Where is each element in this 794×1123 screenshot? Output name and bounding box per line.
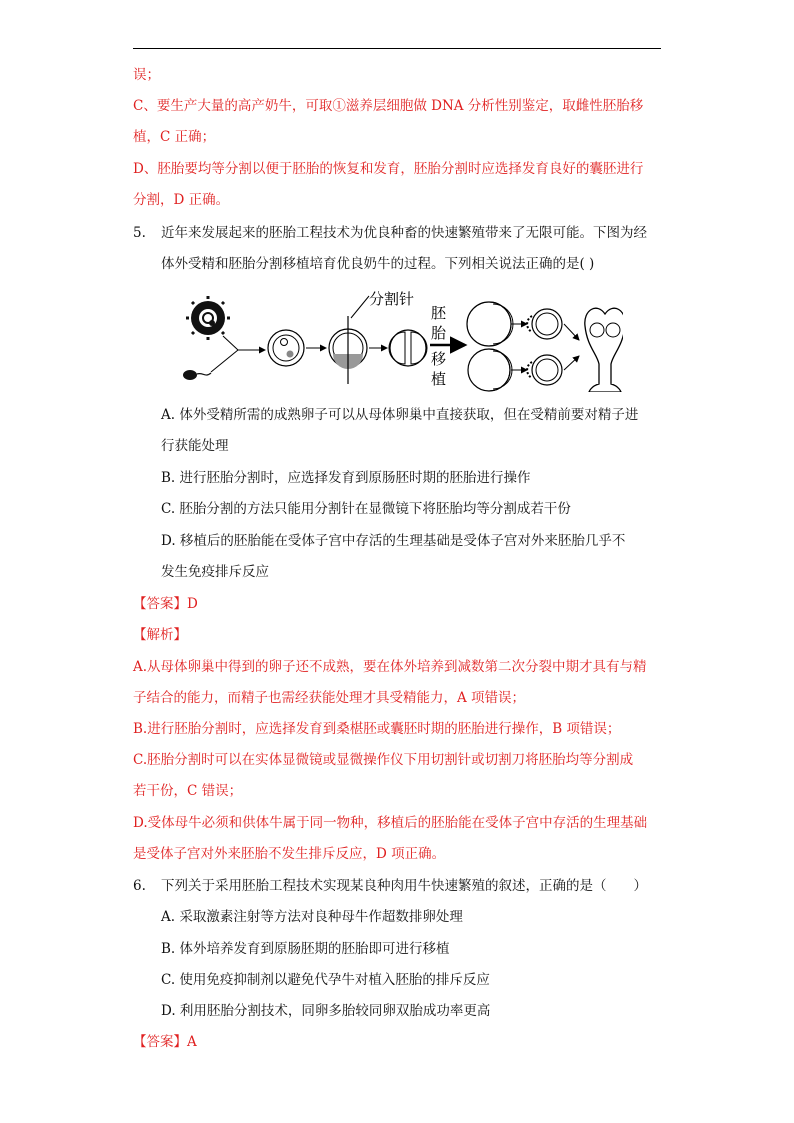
text-line: C、要生产大量的高产奶牛，可取①滋养层细胞做 DNA 分析性别鉴定，取雌性胚胎移 bbox=[133, 98, 644, 114]
analysis-line: 是受体子宫对外来胚胎不发生排斥反应，D 项正确。 bbox=[133, 846, 446, 862]
analysis-line: C.胚胎分割时可以在实体显微镜或显微操作仪下用切割针或切割刀将胚胎均等分割成 bbox=[133, 752, 634, 768]
analysis-line: 子结合的能力，而精子也需经获能处理才具受精能力，A 项错误； bbox=[133, 690, 526, 706]
question-number: 5. bbox=[133, 225, 146, 241]
question-stem: 近年来发展起来的胚胎工程技术为优良种畜的快速繁殖带来了无限可能。下图为经 bbox=[161, 225, 647, 241]
transfer-label-2: 胎 bbox=[431, 324, 447, 342]
answer-value: A bbox=[187, 1034, 197, 1050]
transfer-label-4: 植 bbox=[431, 370, 447, 388]
blastocyst-icon bbox=[329, 316, 367, 384]
option-d-cont: 发生免疫排斥反应 bbox=[161, 564, 269, 580]
embryo-transfer-diagram bbox=[183, 288, 623, 392]
analysis-line: 若干份，C 错误； bbox=[133, 783, 243, 799]
option-b: B. 进行胚胎分割时，应选择发育到原肠胚时期的胚胎进行操作 bbox=[161, 470, 531, 486]
text-line: D、胚胎要均等分割以便于胚胎的恢复和发育，胚胎分割时应选择发育良好的囊胚进行 bbox=[133, 161, 644, 177]
option-c: C. 使用免疫抑制剂以避免代孕牛对植入胚胎的排斥反应 bbox=[161, 972, 490, 988]
answer-label: 【答案】 bbox=[133, 596, 187, 612]
needle-label: 分割针 bbox=[369, 290, 415, 308]
answer-label: 【答案】 bbox=[133, 1034, 187, 1050]
hatching-blastocyst-bottom-icon bbox=[527, 355, 562, 385]
option-a: A. 体外受精所需的成熟卵子可以从母体卵巢中直接获取，但在受精前要对精子进 bbox=[161, 407, 639, 423]
answer-line bbox=[133, 595, 198, 613]
analysis-label: 【解析】 bbox=[133, 627, 187, 643]
option-d: D. 利用胚胎分割技术，同卵多胎较同卵双胎成功率更高 bbox=[161, 1003, 491, 1019]
oocyte-icon bbox=[186, 296, 230, 340]
option-c: C. 胚胎分割的方法只能用分割针在显微镜下将胚胎均等分割成若干份 bbox=[161, 501, 571, 517]
transfer-label-1: 胚 bbox=[431, 304, 447, 322]
question-number: 6. bbox=[133, 878, 146, 894]
embryo-top-icon bbox=[467, 302, 513, 346]
analysis-line: B.进行胚胎分割时，应选择发育到桑椹胚或囊胚时期的胚胎进行操作，B 项错误； bbox=[133, 721, 621, 737]
hatching-blastocyst-top-icon bbox=[527, 309, 562, 339]
question-stem: 体外受精和胚胎分割移植培育优良奶牛的过程。下列相关说法正确的是( ) bbox=[161, 256, 595, 272]
transfer-label-3: 移 bbox=[431, 350, 447, 368]
sperm-icon bbox=[183, 370, 211, 380]
option-d: D. 移植后的胚胎能在受体子宫中存活的生理基础是受体子宫对外来胚胎几乎不 bbox=[161, 533, 626, 549]
analysis-line: D.受体母牛必须和供体牛属于同一物种，移植后的胚胎能在受体子宫中存活的生理基础 bbox=[133, 815, 648, 831]
option-a: A. 采取激素注射等方法对良种母牛作超数排卵处理 bbox=[161, 909, 463, 925]
uterus-icon bbox=[585, 308, 623, 392]
split-embryo-icon bbox=[389, 330, 427, 366]
embryo-bottom-icon bbox=[468, 349, 512, 391]
question-stem: 下列关于采用胚胎工程技术实现某良种肉用牛快速繁殖的叙述，正确的是（ ） bbox=[161, 878, 647, 894]
text-line: 分割，D 正确。 bbox=[133, 192, 230, 208]
option-b: B. 体外培养发育到原肠胚期的胚胎即可进行移植 bbox=[161, 941, 450, 957]
header-rule bbox=[133, 48, 661, 49]
text-line: 误； bbox=[133, 67, 160, 83]
text-line: 植，C 正确； bbox=[133, 129, 216, 145]
option-a-cont: 行获能处理 bbox=[161, 438, 229, 454]
zygote-icon bbox=[268, 330, 304, 366]
answer-value: D bbox=[187, 596, 198, 612]
answer-line bbox=[133, 1033, 197, 1051]
analysis-line: A.从母体卵巢中得到的卵子还不成熟，要在体外培养到减数第二次分裂中期才具有与精 bbox=[133, 659, 647, 675]
